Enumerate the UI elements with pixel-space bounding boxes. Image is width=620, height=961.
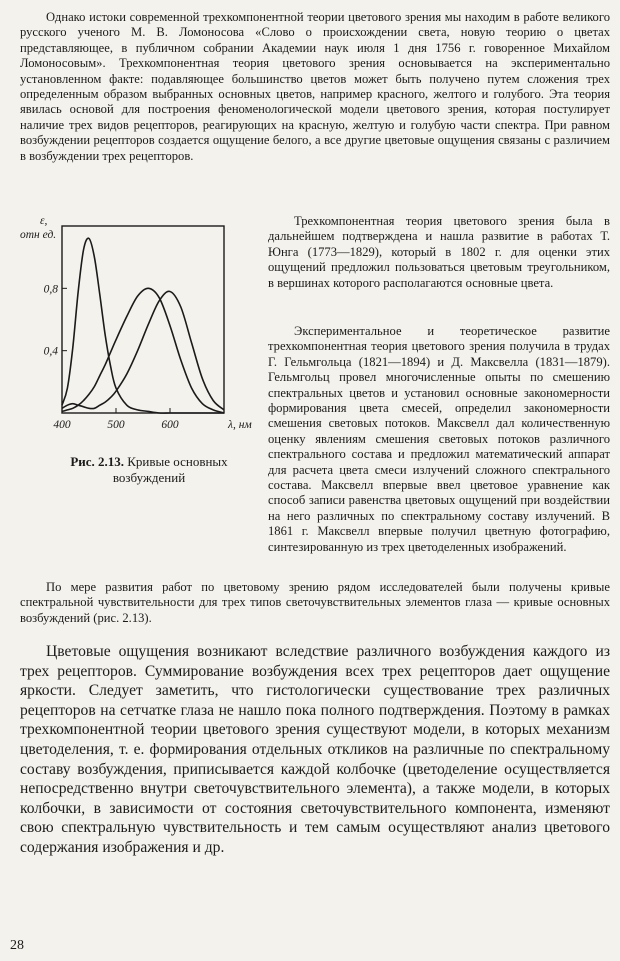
x-tick-label: 500 <box>107 419 125 431</box>
paragraph-text: Однако истоки современной трехкомпонентной теории цветового зрения мы находим в работе великого русского ученого М. В. Ломоносова «Слово о происхождении света, новую теорию о цветах представляющее, в публичном собрании Академии наук июля 1 дня 1756 г. говоренное Михайлом Ломоносовым». Трехкомпонентная теория цветового зрения основывается на экспериментально установленном факте: подавляющее большинство цветов может быть получено путем сложения трех определенным образом выбранных основных цветов, например красного, желтого и голубого. Эта теория явилась основой для построения феноменологической модели цветового зрения, которая постулирует наличие трех видов рецепторов, реагирующих на красную, желтую и голубую части спектра. При равном возбуждении рецепторов создается ощущение белого, а все другие цветовые ощущения связаны с различием в возбуждении трех рецепторов. <box>20 10 610 163</box>
y-axis-symbol: ε, <box>40 215 48 227</box>
x-tick-label: 400 <box>53 419 71 431</box>
page-number: 28 <box>10 938 24 953</box>
figure-caption <box>34 454 264 486</box>
paragraph-text: Цветовые ощущения возникают вследствие различного возбуждения каждого из трех рецепторов. Суммирование возбуждения всех трех рецепторов дает ощущение яркости. Следует заметить, что гистологически существование трех различных рецепторов на сетчатке глаза не нашло пока полного подтверждения. Поэтому в рамках трехкомпонентной теории цветового зрения существуют модели, в которых механизм цветоделения, т. е. формирования отдельных откликов на различные по спектральному составу возбуждения, приписывается каждой колбочке (цветоделение осуществляется непосредственно внутри светочувствительного элемента), а также модели, в которых колбочки, в зависимости от состояния светочувствительного компонента, изменяют свою спектральную чувствительность и тем самым осуществляют анализ цветового содержания изображения и др. <box>20 643 610 856</box>
paragraph-text: По мере развития работ по цветовому зрению рядом исследователей были получены кривые спектральной чувствительности для трех типов светочувствительных элементов глаза — кривые основных возбуждений (рис. 2.13). <box>20 580 610 625</box>
caption-label: Рис. 2.13. <box>70 454 125 469</box>
y-axis-unit: отн ед. <box>20 229 57 241</box>
y-tick-label: 0,8 <box>43 283 58 296</box>
paragraph-5 <box>20 642 610 858</box>
y-tick-label: 0,4 <box>43 345 58 358</box>
figure-2-13 <box>14 208 264 488</box>
curve-red <box>62 291 224 410</box>
paragraph-4 <box>20 580 610 626</box>
excitation-curves-chart <box>14 208 264 448</box>
paragraph-3 <box>268 324 610 574</box>
curve-blue <box>62 238 224 413</box>
paragraph-2 <box>268 214 610 291</box>
curve-green <box>62 288 224 413</box>
caption-text: Кривые основных возбуждений <box>112 454 228 485</box>
plot-frame <box>62 226 224 413</box>
paragraph-text: Трехкомпонентная теория цветового зрения была в дальнейшем подтверждена и нашла развитие в работах Т. Юнга (1773—1829), который в 1802 г. для оценки этих ощущений предложил пользоваться цветовым треугольником, в вершинах которого располагаются основные цвета. <box>268 214 610 290</box>
x-tick-label: 600 <box>161 419 179 431</box>
paragraph-text: Экспериментальное и теоретическое развитие трехкомпонентная теория цветового зрения получила в трудах Г. Гельмгольца (1821—1894) и Д. Максвелла (1831—1879). Гельмгольц провел многочисленные опыты по смешению спектральных цветов и установил основные закономерности формирования цвета смесей, определил закономерности смешения световых потоков. Максвелл дал количественную оценку явлениям смешения световых потоков различного спектрального состава и предложил математический аппарат для расчета цвета смеси излучений сложного спектрального состава. Максвелл впервые ввел цветовое уравнение как способ записи равенства цветовых ощущений при воздействии на него различных по спектральному составу излучений. В 1861 г. Максвелл впервые получил цветную фотографию, синтезированную из трех цветоделенных изображений. <box>268 324 610 554</box>
x-axis-label: λ, нм <box>228 419 252 431</box>
